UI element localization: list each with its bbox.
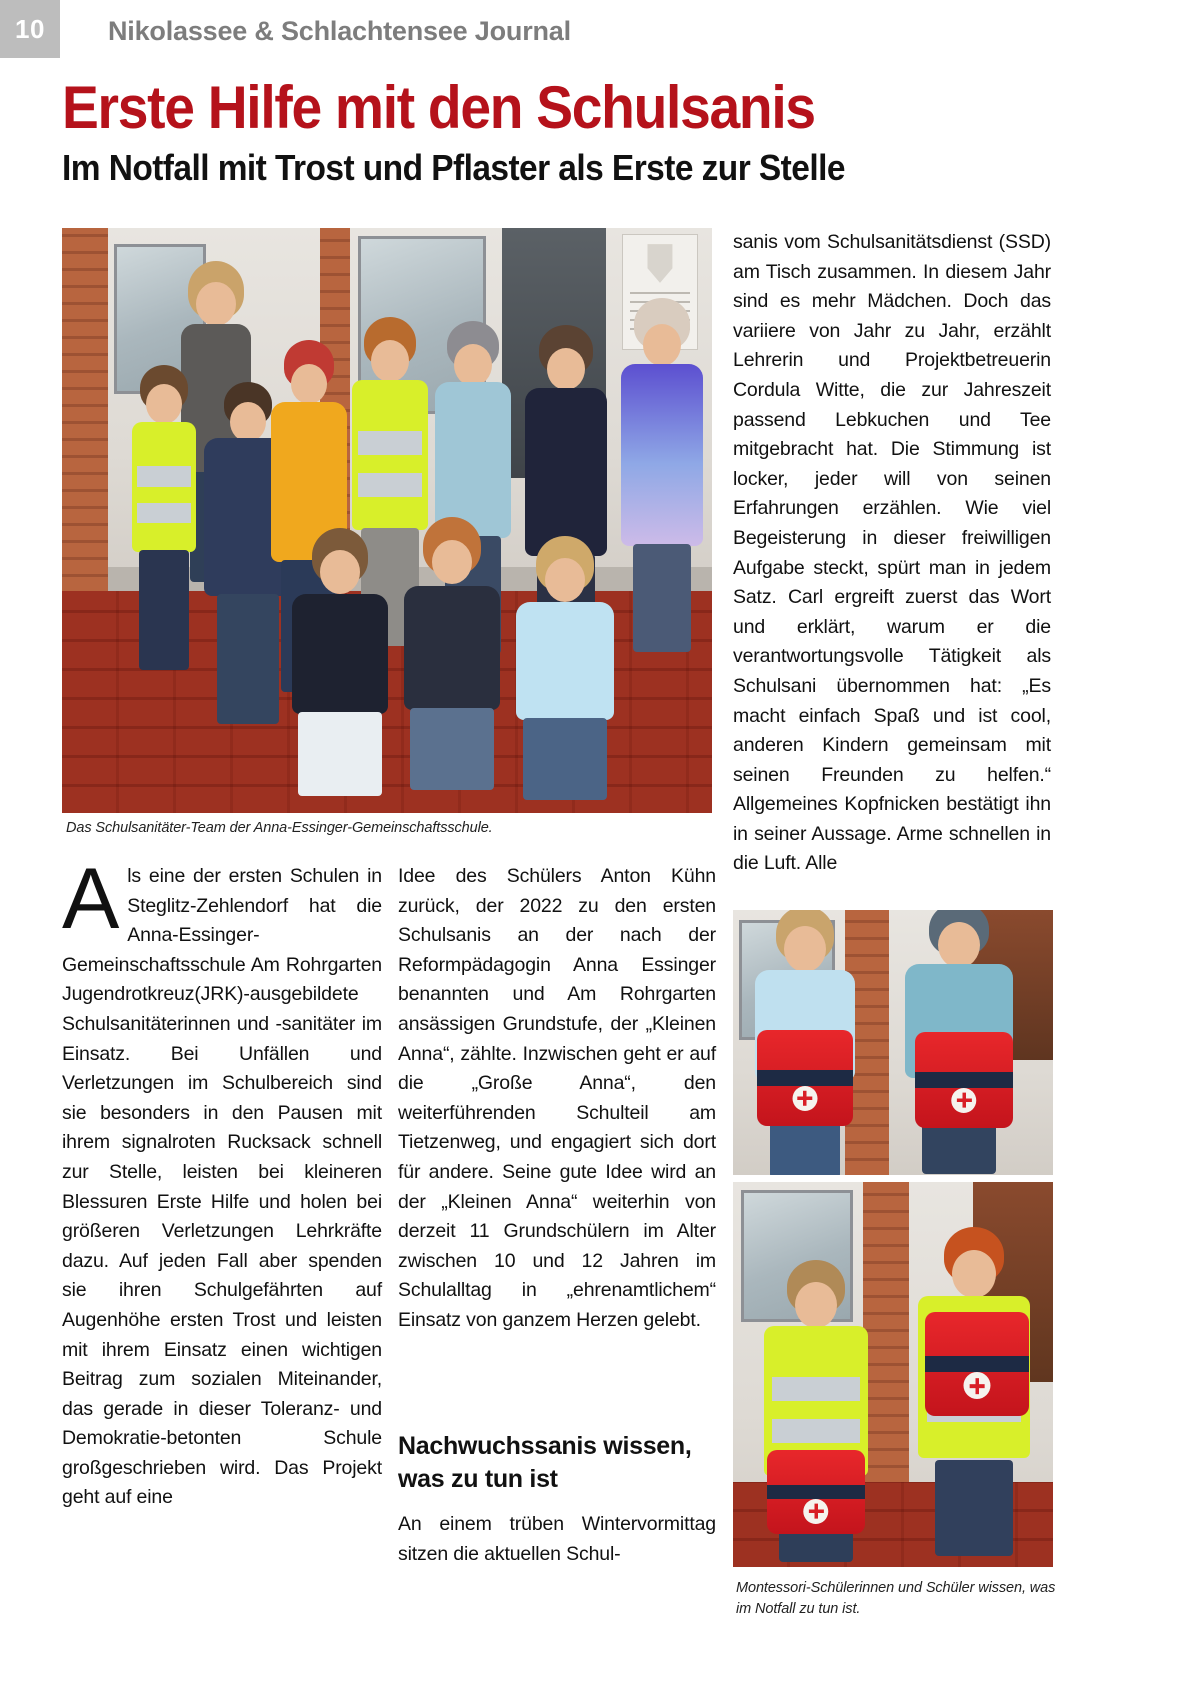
- main-photo-caption: Das Schulsanitäter-Team der Anna-Essinger-Gemeinschaftsschule.: [66, 820, 493, 836]
- photo-person-child-10: [514, 546, 616, 801]
- main-photo: [62, 228, 712, 813]
- photo3-first-aid-bag-left: [767, 1450, 865, 1534]
- body-column-left: [62, 851, 382, 1513]
- page-header: [0, 0, 1200, 58]
- photo2-first-aid-bag-right: [915, 1032, 1013, 1128]
- body-text-right: sanis vom Schulsanitätsdienst (SSD) am Tisch zusammen. In diesem Jahr sind es mehr Mädchen. Doch das variiere von Jahr zu Jahr, erzählt Lehrerin und Projektbetreuerin Cordula Witte, die zur Jahreszeit passend Lebkuchen und Tee mitgebracht hat. Die Stimmung ist locker, jeder will von seinen Erfahrungen erzählen. Wie viel Begeisterung in dieser freiwilligen Aufgabe steckt, spürt man in jedem Satz. Carl ergreift zuerst das Wort und erklärt, warum er die verantwortungsvolle Tätigkeit als Schulsani übernommen hat: „Es macht einfach Spaß und ist cool, anderen Kindern gemeinsam mit seinen Freunden zu helfen.“ Allgemeines Kopfnicken bestätigt ihn in seiner Aussage. Arme schnellen in die Luft. Alle: [733, 231, 1051, 875]
- photo2-first-aid-bag-left: [757, 1030, 853, 1126]
- secondary-photo-caption: Montessori-Schülerinnen und Schüler wissen, was im Notfall zu tun ist.: [736, 1580, 1056, 1617]
- section-heading: Nachwuchssanis wissen, was zu tun ist: [398, 1432, 692, 1493]
- page-number: 10: [15, 13, 45, 44]
- lead-paragraph: [62, 851, 382, 1513]
- article-subheadline: Im Notfall mit Trost und Pflaster als Erste zur Stelle: [62, 147, 845, 188]
- crest-icon: [647, 244, 672, 283]
- article-headline: Erste Hilfe mit den Schulsanis: [62, 74, 815, 141]
- body-text-middle: Idee des Schülers Anton Kühn zurück, der 2022 zu den ersten Schulsanis an der nach der Reformpädagogin Anna Essinger benannten und Am Rohrgarten ansässigen Grundstufe, der „Kleinen Anna“, zählte. Inzwischen geht er auf die „Große Anna“, den weiterführenden Schulteil am Tietzenweg, und engagiert sich dort für andere. Seine gute Idee wird an der „Kleinen Anna“ weiterhin von derzeit 11 Grundschülern im Alter zwischen 10 und 12 Jahren im Schulalltag in „ehrenamtlichem“ Einsatz von ganzem Herzen gelebt.: [398, 865, 716, 1331]
- page-number-box: [0, 0, 60, 58]
- body-column-middle: [398, 862, 716, 1336]
- photo-person-child-1: [130, 378, 198, 708]
- photo-person-child-8: [290, 538, 390, 798]
- secondary-photo-bottom: [733, 1182, 1053, 1567]
- photo-person-child-9: [402, 528, 502, 793]
- body-text-middle-tail: An einem trüben Wintervormittag sitzen die aktuellen Schul-: [398, 1513, 716, 1565]
- secondary-photo-top: [733, 910, 1053, 1175]
- body-text-left: ls eine der ersten Schulen in Steglitz-Zehlendorf hat die Anna-Essinger-Gemeinschaftsschule Am Rohrgarten Jugendrotkreuz(JRK)-ausgebildete Schulsanitäterinnen und -sanitäter im Einsatz. Bei Unfällen und Verletzungen im Schulbereich sind sie besonders in den Pausen mit ihrem signalroten Rucksack schnell zur Stelle, leisten bei kleineren Blessuren Erste Hilfe und holen bei größeren Verletzungen Lehrkräfte dazu. Auf jeden Fall aber spenden sie ihren Schulgefährten auf Augenhöhe ersten Trost und leisten mit ihrem Einsatz einen wichtigen Beitrag zum sozialen Miteinander, das gerade in dieser Toleranz- und Demokratie-betonten Schule großgeschrieben wird. Das Projekt geht auf eine: [62, 865, 382, 1509]
- photo-brick-column-left: [62, 228, 108, 591]
- photo3-first-aid-bag-right: [925, 1312, 1029, 1416]
- journal-title: Nikolassee & Schlachtensee Journal: [108, 16, 571, 46]
- drop-cap: A: [62, 851, 120, 947]
- photo-person-child-7: [620, 312, 704, 662]
- body-column-right: [733, 228, 1051, 879]
